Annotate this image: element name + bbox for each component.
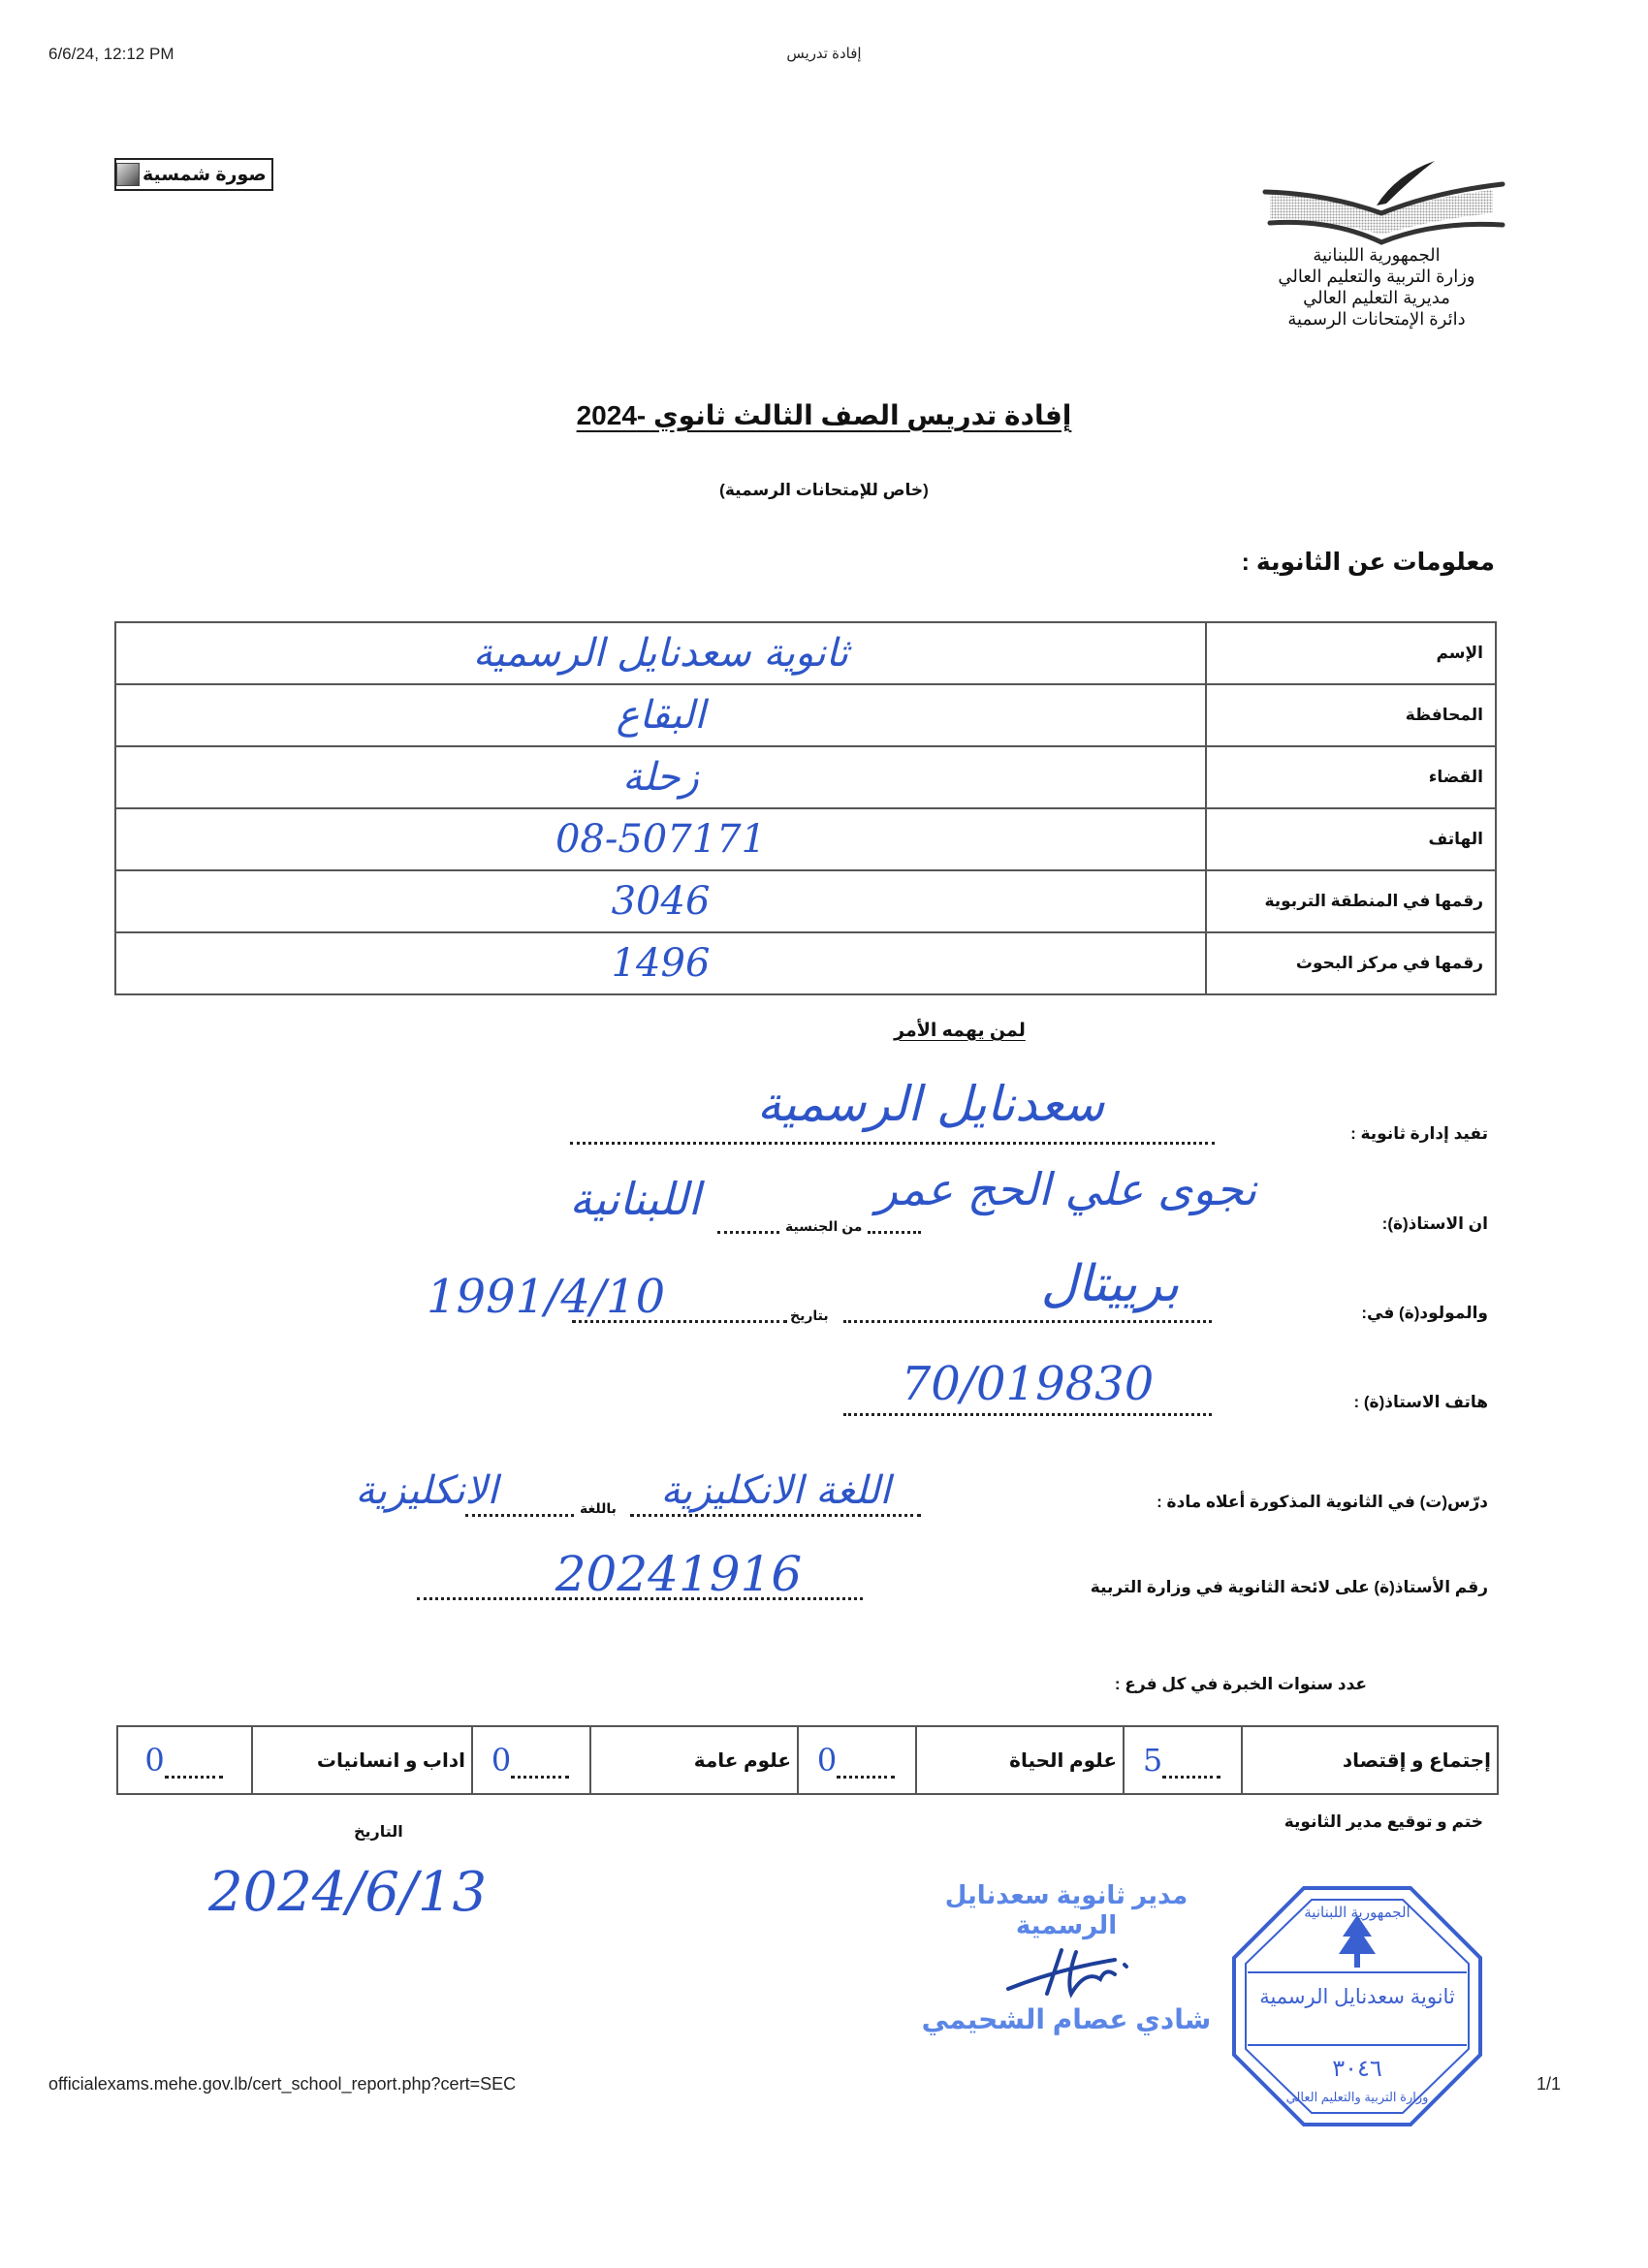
dots	[165, 1776, 223, 1779]
print-page-number: 1/1	[1537, 2074, 1562, 2094]
document-title	[0, 399, 1648, 431]
dots	[1162, 1776, 1220, 1779]
table-row	[117, 1726, 1498, 1794]
issuer-line: مديرية التعليم العالي	[1303, 288, 1450, 307]
stamp-number: ٣٠٤٦	[1332, 2056, 1382, 2082]
nationality-label: من الجنسية	[785, 1218, 863, 1234]
subject-dots	[630, 1514, 921, 1517]
school-admin-label: تفيد إدارة ثانوية :	[1350, 1124, 1488, 1143]
teacher-label: ان الاستاذ(ة):	[1381, 1214, 1488, 1233]
issuer-line: الجمهورية اللبنانية	[1313, 245, 1441, 265]
document-subtitle: (خاص للإمتحانات الرسمية)	[719, 481, 929, 499]
director-title: مدير ثانوية سعدنايل الرسمية	[944, 1880, 1188, 1939]
dots	[511, 1776, 569, 1779]
school-info-heading: معلومات عن الثانوية :	[1241, 549, 1495, 576]
nationality-value: اللبنانية	[569, 1173, 701, 1225]
school-name-label: الإسم	[1206, 622, 1496, 684]
experience-years-value: 0	[491, 1742, 512, 1779]
stamp-bottom-text: وزارة التربية والتعليم العالي	[1285, 2090, 1429, 2104]
nationality-dots	[717, 1231, 779, 1234]
experience-table	[116, 1725, 1499, 1795]
school-info-table	[114, 621, 1497, 995]
edu-region-number-label: رقمها في المنطقة التربوية	[1206, 870, 1496, 932]
language-value: الانكليزية	[355, 1468, 498, 1513]
signature-scribble	[969, 1940, 1163, 1999]
director-name: شادي عصام الشحيمي	[921, 2004, 1212, 2034]
teacher-phone-dots	[843, 1413, 1212, 1416]
stamp-top-text: الجمهورية اللبنانية	[1304, 1905, 1410, 1921]
signature-label: ختم و توقيع مدير الثانوية	[1284, 1812, 1483, 1831]
cedar-icon	[1339, 1915, 1376, 1968]
branch-label: علوم عامة	[590, 1726, 798, 1794]
stamp-school-name: ثانوية سعدنايل الرسمية	[1259, 1986, 1455, 2008]
teacher-value: نجوى علي الحج عمر	[875, 1163, 1257, 1215]
branch-label: اداب و انسانيات	[252, 1726, 472, 1794]
branch-label: إجتماع و إقتصاد	[1242, 1726, 1498, 1794]
born-in-label: والمولود(ة) في:	[1361, 1304, 1488, 1322]
district-label: القضاء	[1206, 746, 1496, 808]
district-value: زحلة	[115, 746, 1206, 808]
table-row	[115, 684, 1496, 746]
teacher-dots	[868, 1231, 921, 1234]
table-row	[115, 932, 1496, 994]
issuer-block	[1231, 244, 1522, 330]
table-row	[115, 622, 1496, 684]
table-row	[115, 808, 1496, 870]
experience-years-cell	[472, 1726, 590, 1794]
born-in-value: برييتال	[1040, 1255, 1180, 1313]
research-center-number-value: 1496	[115, 932, 1206, 994]
to-whom-heading-text: لمن يهمه الأمر	[894, 1021, 1026, 1041]
edu-region-number-value: 3046	[115, 870, 1206, 932]
registry-number-value: 20241916	[555, 1546, 803, 1602]
experience-heading: عدد سنوات الخبرة في كل فرع :	[1114, 1675, 1367, 1693]
date-value: 2024/6/13	[208, 1861, 488, 1924]
image-icon	[116, 163, 140, 186]
experience-years-cell	[1124, 1726, 1242, 1794]
table-row	[115, 746, 1496, 808]
birth-date-value: 1991/4/10	[427, 1270, 666, 1324]
experience-years-value: 5	[1142, 1742, 1163, 1779]
branch-label: علوم الحياة	[916, 1726, 1124, 1794]
birth-date-label: بتاريخ	[790, 1307, 829, 1323]
experience-years-cell	[798, 1726, 916, 1794]
print-url: officialexams.mehe.gov.lb/cert_school_report.php?cert=SEC	[48, 2074, 517, 2094]
language-dots	[465, 1514, 574, 1517]
governorate-label: المحافظة	[1206, 684, 1496, 746]
phone-label: الهاتف	[1206, 808, 1496, 870]
issuer-line: دائرة الإمتحانات الرسمية	[1287, 309, 1466, 329]
photo-placeholder-label: صورة شمسية	[143, 164, 267, 185]
phone-value: 08-507171	[115, 808, 1206, 870]
teacher-phone-value: 70/019830	[901, 1357, 1155, 1411]
experience-years-value: 0	[816, 1742, 838, 1779]
school-admin-value: سعدنايل الرسمية	[756, 1076, 1105, 1132]
experience-years-cell	[117, 1726, 252, 1794]
teacher-phone-label: هاتف الاستاذ(ة) :	[1353, 1393, 1488, 1411]
subject-value: اللغة الانكليزية	[660, 1468, 891, 1513]
date-label: التاريخ	[354, 1824, 403, 1841]
registry-number-label: رقم الأستاذ(ة) على لائحة الثانوية في وزارة التربية	[1090, 1578, 1488, 1596]
language-label: باللغة	[580, 1500, 617, 1516]
dots	[837, 1776, 895, 1779]
issuer-line: وزارة التربية والتعليم العالي	[1278, 267, 1475, 286]
to-whom-heading	[0, 1020, 1648, 1042]
photo-placeholder	[114, 158, 273, 191]
ministry-logo	[1251, 155, 1512, 247]
document-title-text: إفادة تدريس الصف الثالث ثانوي -2024	[576, 400, 1072, 430]
experience-years-value: 0	[144, 1742, 165, 1779]
official-stamp	[1226, 1880, 1488, 2132]
table-row	[115, 870, 1496, 932]
director-stamp	[892, 1880, 1241, 2035]
print-page-title: إفادة تدريس	[786, 46, 862, 62]
taught-subject-label: درّس(ت) في الثانوية المذكورة أعلاه مادة :	[1157, 1493, 1488, 1511]
research-center-number-label: رقمها في مركز البحوث	[1206, 932, 1496, 994]
print-datetime: 6/6/24, 12:12 PM	[48, 45, 174, 63]
school-admin-dots	[570, 1142, 1215, 1145]
born-in-dots	[843, 1320, 1212, 1323]
school-name-value: ثانوية سعدنايل الرسمية	[115, 622, 1206, 684]
governorate-value: البقاع	[115, 684, 1206, 746]
